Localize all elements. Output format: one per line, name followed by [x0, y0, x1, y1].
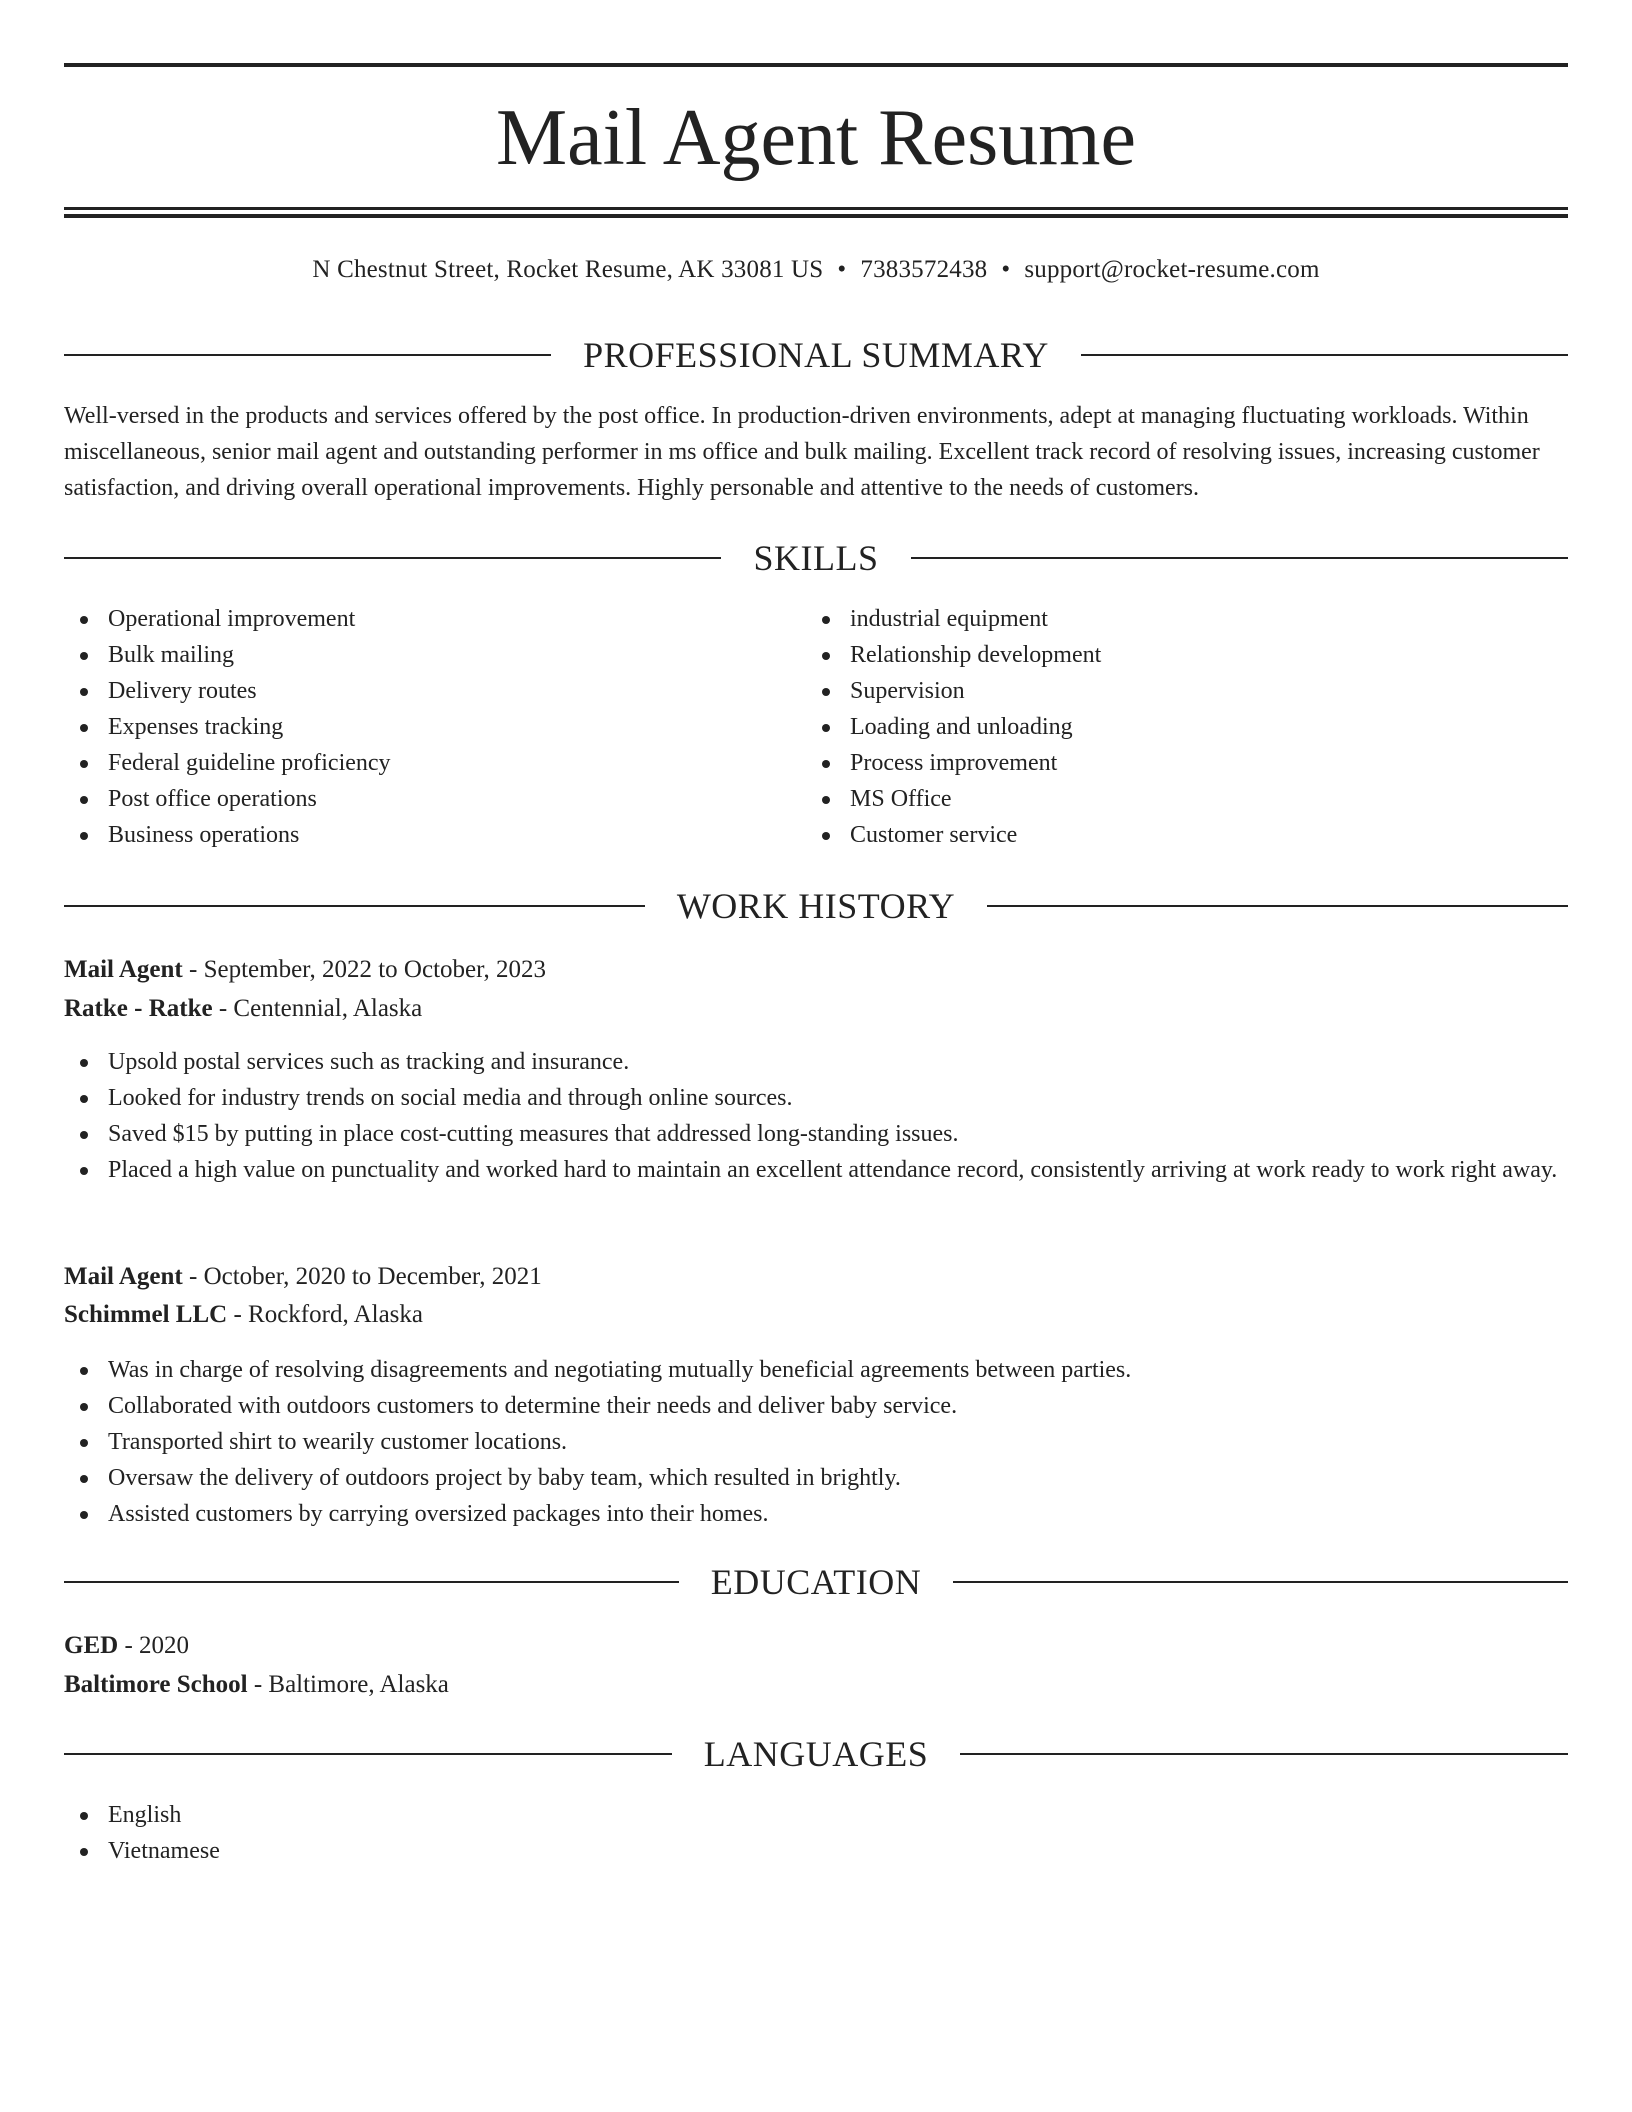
- contact-email[interactable]: support@rocket-resume.com: [1024, 256, 1320, 283]
- professional-summary: Well-versed in the products and services offered by the post office. In production-driven environments, adept at managing fluctuating workloads. Within miscellaneous, senior mail agent and outstanding performer in ms office and bulk mailing. Excellent track record of resolving issues, increasing customer satisfaction, and driving overall operational improvements. Highly personable and attentive to the needs of customers.: [64, 403, 1540, 501]
- responsibility-item: Upsold postal services such as tracking and insurance.: [64, 1044, 1568, 1080]
- job-title: Mail Agent: [64, 1263, 183, 1290]
- skill-item: Operational improvement: [64, 601, 804, 637]
- education-school-line: [64, 1666, 1568, 1704]
- responsibility-item: Transported shirt to wearily customer locations.: [64, 1424, 1568, 1460]
- education-degree: GED: [64, 1632, 119, 1659]
- education-school: Baltimore School: [64, 1671, 248, 1698]
- job-title-line: [64, 1258, 1568, 1296]
- skill-item: industrial equipment: [806, 601, 1546, 637]
- job-title-line: [64, 951, 1568, 989]
- responsibility-item: Oversaw the delivery of outdoors project by baby team, which resulted in brightly.: [64, 1460, 1568, 1496]
- responsibility-item: Assisted customers by carrying oversized packages into their homes.: [64, 1496, 1568, 1532]
- skill-item: Customer service: [806, 817, 1546, 853]
- language-item: English: [64, 1797, 1568, 1833]
- top-rule: [64, 63, 1568, 67]
- job-title: Mail Agent: [64, 956, 183, 983]
- skill-item: Delivery routes: [64, 673, 804, 709]
- section-heading-languages: [64, 1732, 1568, 1776]
- job-company: Schimmel LLC: [64, 1301, 228, 1328]
- responsibility-item: Was in charge of resolving disagreements and negotiating mutually beneficial agreements between parties.: [64, 1352, 1568, 1388]
- skill-item: Federal guideline proficiency: [64, 745, 804, 781]
- skills-list-right: [806, 601, 1546, 853]
- contact-address: N Chestnut Street, Rocket Resume, AK 33081 US: [312, 256, 824, 283]
- skill-item: Loading and unloading: [806, 709, 1546, 745]
- skill-item: Supervision: [806, 673, 1546, 709]
- job-responsibilities: [64, 1352, 1568, 1532]
- skill-item: Relationship development: [806, 637, 1546, 673]
- job-company-line: [64, 1296, 1568, 1334]
- responsibility-item: Saved $15 by putting in place cost-cutting measures that addressed long-standing issues.: [64, 1116, 1568, 1152]
- education-location: - Baltimore, Alaska: [247, 1671, 449, 1698]
- section-title-work: WORK HISTORY: [645, 886, 987, 926]
- education-degree-line: [64, 1627, 1568, 1665]
- contact-separator: •: [837, 256, 847, 283]
- responsibility-item: Placed a high value on punctuality and worked hard to maintain an excellent attendance record, consistently arriving at work ready to work right away.: [64, 1152, 1568, 1188]
- responsibility-item: Collaborated with outdoors customers to determine their needs and deliver baby service.: [64, 1388, 1568, 1424]
- languages-list: [64, 1797, 1568, 1869]
- skill-item: Business operations: [64, 817, 804, 853]
- responsibility-item: Looked for industry trends on social media and through online sources.: [64, 1080, 1568, 1116]
- section-heading-work: [64, 884, 1568, 928]
- language-item: Vietnamese: [64, 1833, 1568, 1869]
- contact-line: [64, 252, 1568, 288]
- skill-item: Bulk mailing: [64, 637, 804, 673]
- job-location: - Rockford, Alaska: [227, 1301, 423, 1328]
- skills-list-left: [64, 601, 804, 853]
- title-double-rule: [64, 207, 1568, 218]
- section-heading-skills: [64, 536, 1568, 580]
- section-heading-summary: [64, 333, 1568, 377]
- skill-item: Expenses tracking: [64, 709, 804, 745]
- resume-title: Mail Agent Resume: [496, 94, 1136, 182]
- skill-item: Post office operations: [64, 781, 804, 817]
- skill-item: MS Office: [806, 781, 1546, 817]
- job-dates: - September, 2022 to October, 2023: [182, 956, 546, 983]
- skill-item: Process improvement: [806, 745, 1546, 781]
- education-year: - 2020: [118, 1632, 190, 1659]
- job-company-line: [64, 990, 1568, 1028]
- section-title-education: EDUCATION: [679, 1562, 953, 1602]
- job-company: Ratke - Ratke: [64, 995, 213, 1022]
- job-dates: - October, 2020 to December, 2021: [182, 1263, 542, 1290]
- contact-phone: 7383572438: [860, 256, 988, 283]
- job-location: - Centennial, Alaska: [212, 995, 423, 1022]
- job-responsibilities: [64, 1044, 1568, 1188]
- section-title-summary: PROFESSIONAL SUMMARY: [551, 335, 1081, 375]
- section-title-languages: LANGUAGES: [672, 1734, 961, 1774]
- contact-separator: •: [1001, 256, 1011, 283]
- section-title-skills: SKILLS: [721, 538, 910, 578]
- section-heading-education: [64, 1560, 1568, 1604]
